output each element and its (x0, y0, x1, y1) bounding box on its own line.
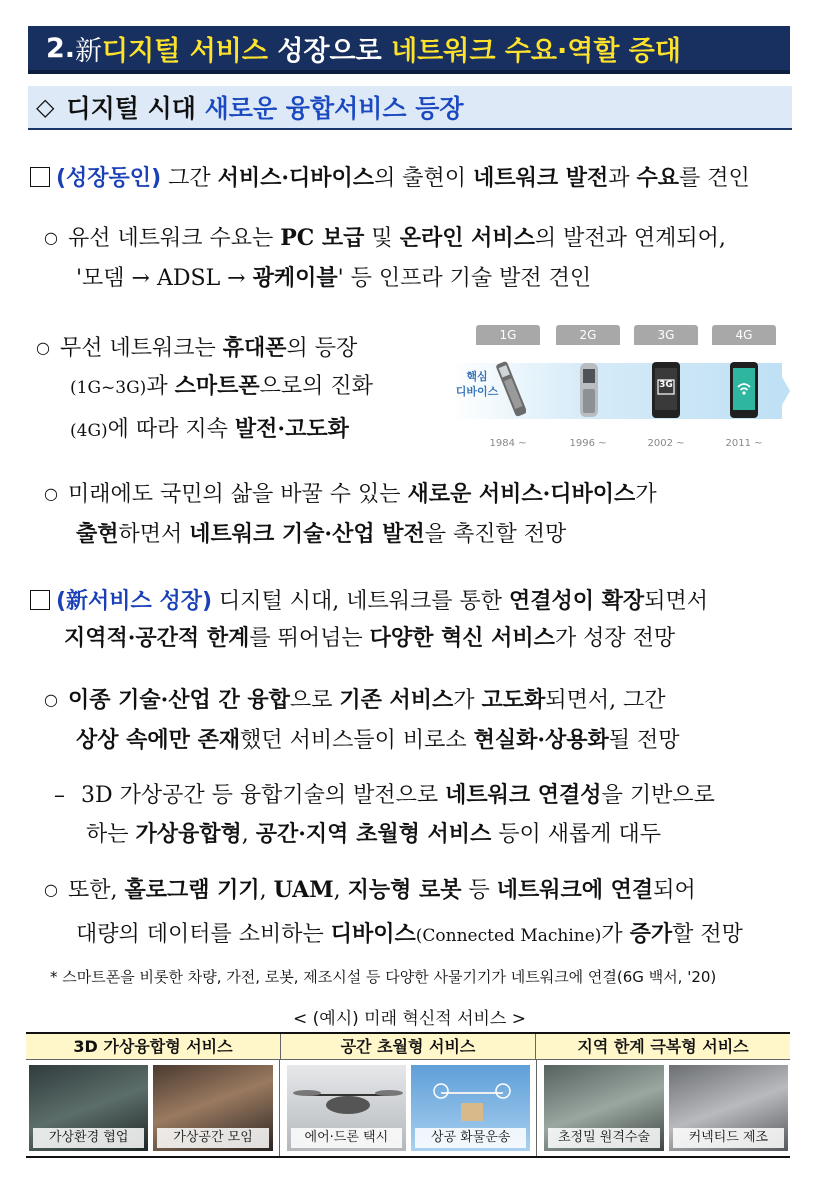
bold-text: 스마트폰 (174, 373, 260, 399)
photo-caption: 가상공간 모임 (157, 1128, 268, 1148)
checkbox-square-icon (30, 167, 50, 187)
generation-year: 1984 ~ (489, 438, 527, 449)
mobile-generation-figure (452, 325, 790, 451)
checkbox-square-icon (30, 590, 50, 610)
bold-text: 새로운 서비스·디바이스 (407, 481, 636, 507)
text: 유선 네트워크 수요는 (67, 226, 281, 251)
example-photo-virtual-meeting (153, 1065, 272, 1151)
text: , (241, 822, 256, 847)
phone-3g-text: 3G (659, 380, 673, 390)
example-photo-virtual-collab (29, 1065, 148, 1151)
bold-text: 이종 기술·산업 간 융합 (67, 687, 290, 713)
section2-bullet2-line1 (44, 874, 696, 907)
generation-tab: 4G (712, 325, 776, 345)
circle-bullet-icon: ○ (44, 484, 58, 503)
column-divider (279, 1060, 280, 1156)
text: 을 촉진할 전망 (424, 522, 567, 547)
text: 에 따라 지속 (107, 417, 235, 442)
section2-bullet1-line1 (44, 684, 666, 717)
bold-text: 네트워크에 연결 (496, 877, 654, 903)
bold-text: 기존 서비스 (339, 687, 454, 713)
example-photo-connected-manufacturing (669, 1065, 788, 1151)
section1-bullet2-line3 (70, 413, 349, 447)
bold-text: 지능형 로봇 (347, 877, 462, 903)
generation-1g (476, 325, 540, 451)
section2-bullet2-line2 (76, 918, 743, 952)
text: ' 등 인프라 기술 발전 견인 (337, 266, 592, 291)
bold-text: 디바이스 (330, 921, 416, 947)
section1-tag: (성장동인) (56, 166, 162, 191)
text: 될 전망 (608, 728, 680, 753)
text: '모뎀 → ADSL → (76, 266, 253, 291)
dash-bullet: – (54, 783, 65, 808)
bold-text: 발전·고도화 (234, 416, 349, 442)
arrow-right-icon (774, 363, 790, 419)
text: 그간 (161, 166, 218, 191)
example-photo-air-taxi (287, 1065, 406, 1151)
text: (Connected Machine) (415, 926, 602, 946)
text: 미래에도 국민의 삶을 바꿀 수 있는 (67, 482, 408, 507)
text: 의 등장 (286, 336, 358, 361)
subtitle-prefix: 디지털 시대 (66, 94, 205, 123)
generation-tab: 1G (476, 325, 540, 345)
text: 되어 (653, 878, 696, 903)
bold-text: 네트워크 기술·산업 발전 (189, 521, 425, 547)
feature-phone-icon (578, 361, 600, 419)
text: 가 (635, 482, 657, 507)
bold-text: 네트워크 발전 (473, 165, 609, 191)
text: 등 (461, 878, 497, 903)
text: 무선 네트워크는 (59, 336, 223, 361)
text: 디지털 시대, 네트워크를 통한 (212, 589, 510, 614)
table-header-cell: 지역 한계 극복형 서비스 (577, 1037, 749, 1056)
smartphone-4g-icon (729, 361, 759, 419)
text: 를 견인 (679, 166, 750, 191)
circle-bullet-icon: ○ (36, 338, 50, 357)
text: 가 성장 전망 (554, 626, 676, 651)
title-number: 2. (46, 32, 76, 64)
section-title-bar (28, 26, 790, 74)
bold-text: 연결성이 확장 (509, 588, 645, 614)
example-photo-remote-surgery (544, 1065, 663, 1151)
bold-text: 휴대폰 (222, 335, 287, 361)
example-photo-cargo-drone (411, 1065, 530, 1151)
text: 을 기반으로 (601, 783, 715, 808)
generation-2g (556, 325, 620, 451)
text: 또한, (67, 878, 125, 903)
text: 과 (146, 374, 175, 399)
section1-bullet1-line1 (44, 222, 726, 255)
example-caption: < (예시) 미래 혁신적 서비스 > (293, 1009, 526, 1029)
bold-text: 상상 속에만 존재 (76, 727, 241, 753)
text: 3D 가상공간 등 융합기술의 발전으로 (81, 783, 446, 808)
text: 으로의 진화 (259, 374, 373, 399)
title-middle: 성장으로 (267, 35, 392, 67)
bold-text: 고도화 (481, 687, 546, 713)
section1-bullet1-line2 (76, 262, 591, 295)
table-image-row (26, 1060, 790, 1156)
text: 및 (364, 226, 400, 251)
text: 의 발전과 연계되어, (534, 226, 726, 251)
smartphone-3g-icon (651, 361, 681, 419)
section2-dash1-line2 (86, 818, 661, 851)
section1-bullet2-line1 (36, 332, 357, 365)
generation-year: 2002 ~ (647, 438, 685, 449)
photo-caption: 초정밀 원격수술 (548, 1128, 659, 1148)
title-highlight-1: 디지털 서비스 (102, 35, 268, 67)
text: (4G) (70, 421, 108, 441)
circle-bullet-icon: ○ (44, 880, 58, 899)
text: , (333, 878, 348, 903)
title-highlight-2: 네트워크 수요·역할 증대 (391, 35, 681, 67)
bold-text: 온라인 서비스 (399, 225, 535, 251)
text: 했던 서비스들이 비로소 (240, 728, 474, 753)
table-header-row (26, 1034, 790, 1060)
generation-3g (634, 325, 698, 451)
photo-caption: 상공 화물운송 (415, 1128, 526, 1148)
footnote: * 스마트폰을 비롯한 차량, 가전, 로봇, 제조시설 등 다양한 사물기기가 네트워크에 연결(6G 백서, '20) (50, 968, 717, 986)
section1-bullet3-line2 (76, 518, 566, 551)
bold-text: 현실화·상용화 (473, 727, 609, 753)
table-header-cell: 공간 초월형 서비스 (281, 1034, 536, 1059)
circle-bullet-icon: ○ (44, 690, 58, 709)
bold-text: 출현 (76, 521, 119, 547)
bold-text: 가상융합형 (135, 821, 242, 847)
example-services-table (26, 1032, 790, 1158)
text: 대량의 데이터를 소비하는 (76, 922, 331, 947)
bold-text: 수요 (636, 165, 679, 191)
bold-text: 홀로그램 기기 (124, 877, 260, 903)
bold-text: 증가 (629, 921, 673, 947)
section2-dash1-line1 (54, 779, 715, 812)
section1-heading (30, 162, 750, 195)
section2-heading-line2 (64, 622, 675, 655)
section2-heading-line1 (30, 585, 708, 618)
photo-caption: 에어·드론 택시 (291, 1128, 402, 1148)
subsection-title-bar (28, 86, 792, 130)
text: 가 (453, 688, 482, 713)
text: 의 출현이 (374, 166, 474, 191)
figure-label: 핵심 디바이스 (455, 370, 499, 398)
photo-caption: 가상환경 협업 (33, 1128, 144, 1148)
section1-bullet2-line2 (70, 370, 373, 404)
circle-bullet-icon: ○ (44, 228, 58, 247)
text: 되면서 (644, 589, 708, 614)
generation-year: 1996 ~ (569, 438, 607, 449)
brick-phone-icon (496, 357, 526, 419)
bold-text: PC 보급 (280, 225, 365, 251)
section2-bullet1-line2 (76, 724, 680, 757)
generation-4g (712, 325, 776, 451)
bold-text: 지역적·공간적 한계 (64, 625, 250, 651)
bold-text: 다양한 혁신 서비스 (369, 625, 555, 651)
bold-text: 공간·지역 초월형 서비스 (255, 821, 492, 847)
diamond-icon: ◇ (36, 93, 55, 121)
text: (1G~3G) (70, 378, 147, 398)
generation-year: 2011 ~ (725, 438, 763, 449)
bold-text: 네트워크 연결성 (445, 782, 602, 808)
text: 하는 (86, 822, 136, 847)
text: 으로 (289, 688, 340, 713)
text: , (259, 878, 274, 903)
column-divider (536, 1060, 537, 1156)
text: 하면서 (118, 522, 190, 547)
table-header-cell: 3D 가상융합형 서비스 (26, 1034, 281, 1059)
title-prefix: 新 (75, 35, 103, 67)
text: 를 뛰어넘는 (249, 626, 370, 651)
bold-text: 서비스·디바이스 (217, 165, 375, 191)
text: 가 (601, 922, 630, 947)
text: 되면서, 그간 (545, 688, 666, 713)
section2-tag: (新서비스 성장) (56, 589, 213, 614)
text: 등이 새롭게 대두 (491, 822, 662, 847)
bold-text: 광케이블 (252, 265, 338, 291)
bold-text: UAM (273, 877, 334, 903)
photo-caption: 커넥티드 제조 (673, 1128, 784, 1148)
section1-bullet3-line1 (44, 478, 657, 511)
generation-tab: 2G (556, 325, 620, 345)
text: 과 (608, 166, 637, 191)
subtitle-highlight: 새로운 융합서비스 등장 (204, 94, 464, 123)
generation-tab: 3G (634, 325, 698, 345)
text: 할 전망 (672, 922, 743, 947)
